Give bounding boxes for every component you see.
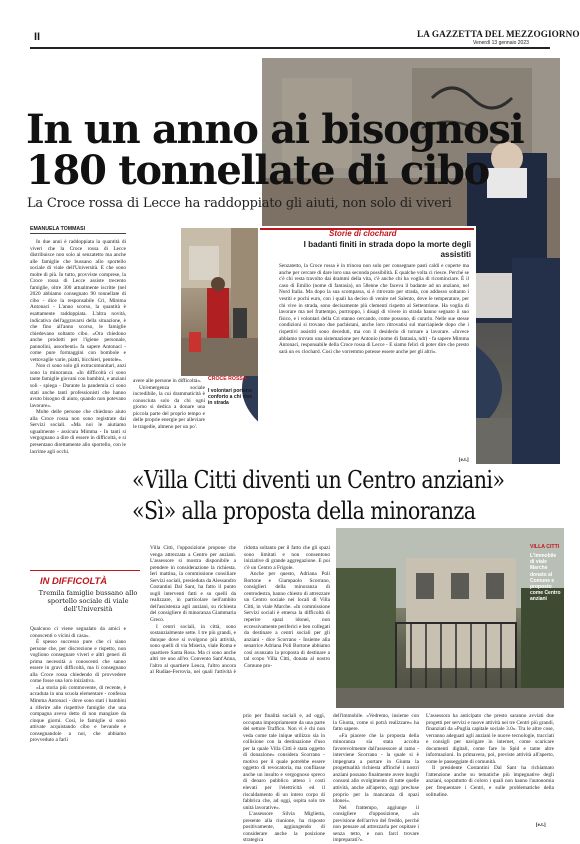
article2-columns-top bbox=[150, 545, 330, 705]
photo-cri-volunteers-art bbox=[181, 228, 258, 376]
difficolta-rule bbox=[30, 570, 140, 571]
article1-paragraph: In due anni è raddoppiata la quantità di viveri che la Croce rossa di Lecce distribuisce non solo ai senzatetto ma anche alle famiglie che bussano allo sportello sociale di viale dell'Università. E che sono molte di più. In tutto, provviste comprese, la Croce rossa di Lecce assiste trecento famiglie, oltre 300 attualmente iscritte (nel 2020 abbiamo consegnato 90 tonnellate di cibo - dice la responsabile Cri, Mimma Antonaci - L'anno scorso, la quantità è esattamente raddoppiata. L'altra novità, indicativa dell'aggravarsi della situazione, è che fino all'anno scorso, le famiglie chiedevano soltanto cibo. «Ora chiedono anche prodotti per l'igiene personale, pannolini, assorbenti» fa sapere Antonaci - come pure formaggini con bombole e vettovaglie varie, piatti, bicchieri, pentole». bbox=[30, 239, 126, 363]
article2-paragraph: dell'immobile. «Vedremo, insieme con la Giunta, come si potrà realizzare» ha fatto sapere. bbox=[333, 713, 419, 733]
byline: EMANUELA TOMMASI bbox=[30, 226, 86, 232]
article2-paragraph: L'assessore Silvia Miglietta, presente alla riunione, ha risposto positivamente, aggiungendo di considerare anche la posizione strategica bbox=[243, 811, 325, 844]
article2-paragraph: Nel frattempo, aggiunge il consigliere d'opposizione, «in previsione dell'arrivo del freddo, perché non pensare ad attrezzarla per ospitare i senza tetto, e non farci trovare impreparati?». bbox=[333, 804, 419, 844]
article1-paragraph: Un'emergenza sociale incredibile, la cui drammaticità è conosciuta solo da chi ogni giorno si dedica a donare una piccola parte del proprio tempo e delle proprie energie per alleviare le tragedie, almeno per un po'. bbox=[133, 384, 205, 430]
difficolta-label: IN DIFFICOLTÀ bbox=[40, 575, 108, 586]
article2-headline-line-1: «Villa Citti diventi un Centro anziani» bbox=[132, 466, 505, 494]
difficolta-caption: Tremila famiglie bussano allo sportello sociale di viale dell'Università bbox=[38, 589, 138, 614]
article2-column-c bbox=[333, 713, 419, 844]
byline-rule bbox=[30, 233, 126, 234]
photo-cri-volunteers bbox=[181, 228, 258, 376]
article1-paragraph: «La storia più commovente, di recente, è accaduta in una scuola elementare - confessa Mimma Antonaci - dove sono stati i bambini a riferire alle rispettive famiglie che una compagna aveva detto di non mangiare da cinque giorni. Così, le famiglie si sono attivate acquistando cibo e bevande e consegnandole a noi, che abbiamo provveduto a farli bbox=[30, 684, 126, 744]
sidebar-paragraph: Senzatetto, la Croce rossa è in trincea non solo per consegnare pasti caldi e coperte ma anche per cercare di dare loro una seconda possibilità. E qualche volta ci riesce. Perché se c'è chi resta travolto dai drammi della vita, c'è anche chi ha voglia di ricominciare. È il caso di Emilio (nome di fantasia), un 58enne che faceva il badante ad un anziano, nel Nord Italia. Ma dopo la sua scomparsa, si è ritrovato per strada, con addosso soltanto i vestiti e pochi euro, con i quali ha deciso di venire nel Salento, dove le temperature, per chi vive in strada, sono decisamente più clementi rispetto al Settentrione. Ha voglia di lavorare ma nel frattempo, purtroppo, i disagi di vivere in strada hanno segnato il suo fisico, e i volontari della Cri stanno cercando, come possono, di curarlo. Nelle sue stesse condizioni si trovano due pachistani, anche loro ritrovatisi sul marciapiede dopo che i rispettivi assistiti sono deceduti, ma con il desiderio di tornare a lavorare. «Invece abbiamo trovato una sistemazione per Antonio (nome di fantasia, ndr) - fa sapere Mimma Antonaci, responsabile della Croce rossa di Lecce - E siamo felici di poter dire che presto sarà un ex clochard. Così che vorremmo potesse essere anche per gli altri». bbox=[279, 263, 469, 355]
villa-caption-body: L'immobile di viale Marche donato al Comune e proposto come Centro anziani bbox=[530, 553, 561, 603]
article2-column-b bbox=[243, 713, 325, 844]
article1-column-1 bbox=[30, 239, 126, 563]
article1-paragraph: Non ci sono solo gli extracomunitari, anzi sono la minoranza. «In difficoltà ci sono tante famiglie giovani con bambini, e anziani soli - spiega - Durante la pandemia ci sono stati anche tanti professionisti che hanno avuto bisogno di aiuto, quando non potevano lavorare». bbox=[30, 363, 126, 409]
headline-line-1: In un anno ai bisognosi bbox=[26, 106, 524, 153]
article1-paragraph: Qualcuno ci viene segnalato da amici e conoscenti o vicini di casa». bbox=[30, 626, 126, 639]
villa-caption-title: VILLA CITTI bbox=[530, 544, 560, 550]
article2-paragraph: Il presidente Costantini Dal Sant ha richiamato l'attenzione anche su tematiche più impegnative degli anziani, soprattutto di coloro i quali non hanno l'autonomia per frequentare i Centri, e sulle problematiche della solitudine. bbox=[426, 765, 554, 798]
sidebar-headline: I badanti finiti in strada dopo la morte degli assistiti bbox=[303, 240, 471, 259]
article2-paragraph: Villa Citti, l'opposizione propone che venga attrezzata a Centro per anziani. L'assessore si mostra disponibile a prendere in considerazione la richiesta. Ieri mattina, la commissione consiliare Servizi sociali, presieduta da Alessandro Costantini Dal Sant, ha fatto il punto sugli interventi fatti e su quelli da realizzare, in particolare nell'ambito dell'assistenza agli anziani, su richiesta del consigliere di minoranza Giammaria Greco. bbox=[150, 545, 236, 624]
header-rule bbox=[30, 47, 550, 49]
article1-paragraph: avere alle persone in difficoltà». bbox=[133, 378, 202, 384]
article1-paragraph: È spesso successo pure che ci siano persone che, per discrezione e rispetto, non vogliono consegnare viveri e altri generi di prima necessità a conoscenti che sanno essere in gravi difficoltà, ma li consegnano alla Croce rossa chiedendo di provvedere come fosse una loro iniziativa. bbox=[30, 639, 126, 685]
photo-caption-body: I volontari portano conforto a chi vive in strada bbox=[208, 388, 253, 406]
article2-paragraph: L'assessora ha anticipato che presto saranno avviati due progetti per servizi e nuove attività nei tre Centri più grandi, finanziati da «Puglia capitale sociale 3.0». Tra le altre cose, verranno adeguati agli anziani le nuove tecnologie, tracciati e consigli per navigare in internet, come scaricare documenti digitali, come fare lo Spid e tante altre informazioni. In primavera, poi, previste attività all'aperto, come le passeggiate di comunità. bbox=[426, 713, 554, 765]
photo-caption-title: CROCE ROSSA bbox=[208, 376, 247, 382]
article2-paragraph: Anche per questo, Adriana Poli Bortone e Giampaolo Scorrano, consiglieri della minoranza di centrodestra, hanno chiesto di attrezzare un Centro sociale nei locali di Villa Citti, in viale Marche. «In commissione Servizi sociali è emersa la difficoltà di reperire spazi idonei, non eccessivamente periferici e ben collegati da destinare a centri sociali per gli anziani - dice Scorrano - Insieme alla senatrice Adriana Poli Bortone abbiamo così avanzato la proposta di destinare a tal scopo Villa Citti, donata al nostro Comune pro- bbox=[244, 571, 330, 669]
article2-paragraph: «Fa piacere che la proposta della minoranza sia stata accolta favorevolmente dall'assessore al ramo - interviene Scorrano - la quale si è impegnata a portare in Giunta la progettualità richiesta affinché i nostri anziani possano finalmente avere luoghi consoni allo svolgimento di tutte quelle attività, anche all'aperto, oggi precluse proprio per la mancanza di spazi idonei». bbox=[333, 732, 419, 805]
article2-paragraph: prio per finalità sociali e, ad oggi, occupata impropriamente da una parte del settore Traffico. Non vi è chi non veda come tale inique utilizzo sia in collisione con la destinazione d'uso per la quale Villa Citti è stata oggetto di donazione» considera Scorrano - motivo per il quale potrebbe essere oggetto di revocatoria, ma confliasse anche un insulto e vergognoso spreco di denaro pubblico atteso i costi elevati per l'elettricità ed il riscaldamento di un intero corpo di fabbrica che, ad oggi, ospita solo tre unità lavorative». bbox=[243, 713, 325, 811]
sidebar-body bbox=[279, 263, 469, 459]
masthead: LA GAZZETTA DEL MEZZOGIORNO bbox=[417, 29, 580, 39]
dateline: Venerdì 13 gennaio 2023 bbox=[473, 40, 529, 46]
headline-line-2: 180 tonnellate di cibo bbox=[26, 147, 490, 194]
article1-column-1-continued bbox=[30, 626, 126, 826]
article2-signature: [e.t.] bbox=[536, 823, 546, 828]
page-number: II bbox=[34, 31, 41, 43]
article2-column-d bbox=[426, 713, 554, 823]
article2-headline-line-2: «Sì» alla proposta della minoranza bbox=[132, 497, 476, 525]
article1-column-2 bbox=[133, 378, 205, 458]
sidebar-signature: [e.t.] bbox=[459, 458, 469, 463]
subheadline: La Croce rossa di Lecce ha raddoppiato gli aiuti, non solo di viveri bbox=[27, 196, 452, 211]
article1-paragraph: Molte delle persone che chiedono aiuto alla Croce rossa non sono registrate dai Servizi sociali. «Ma noi le aiutiamo ugualmente - assicura Mimma - In tanti si vergognano a dire di essere in difficoltà, e si presentano direttamente allo sportello, con le lacrime agli occhi. bbox=[30, 409, 126, 455]
article2-paragraph: I centri sociali, in città, sono sostanzialmente sette. I tre più grandi, e dunque dove si svolgono più attività, sono quelli di via Miseria, viale Roma e quartiere Santa Rosa. Ma ci sono anche altri tre uno all'ex Convento Sant'Anna, l'altro al quartiere Leuca, l'altro ancora al Rudiae-Ferrovia, nei quali l'attività è ridotta soltanto per il fatto che gli spazi sono limitati e non consentono iniziative di grande aggregazione. E poi c'è un Centro a Frigole. bbox=[150, 545, 330, 676]
sidebar-kicker: Storie di clochard bbox=[329, 229, 397, 238]
